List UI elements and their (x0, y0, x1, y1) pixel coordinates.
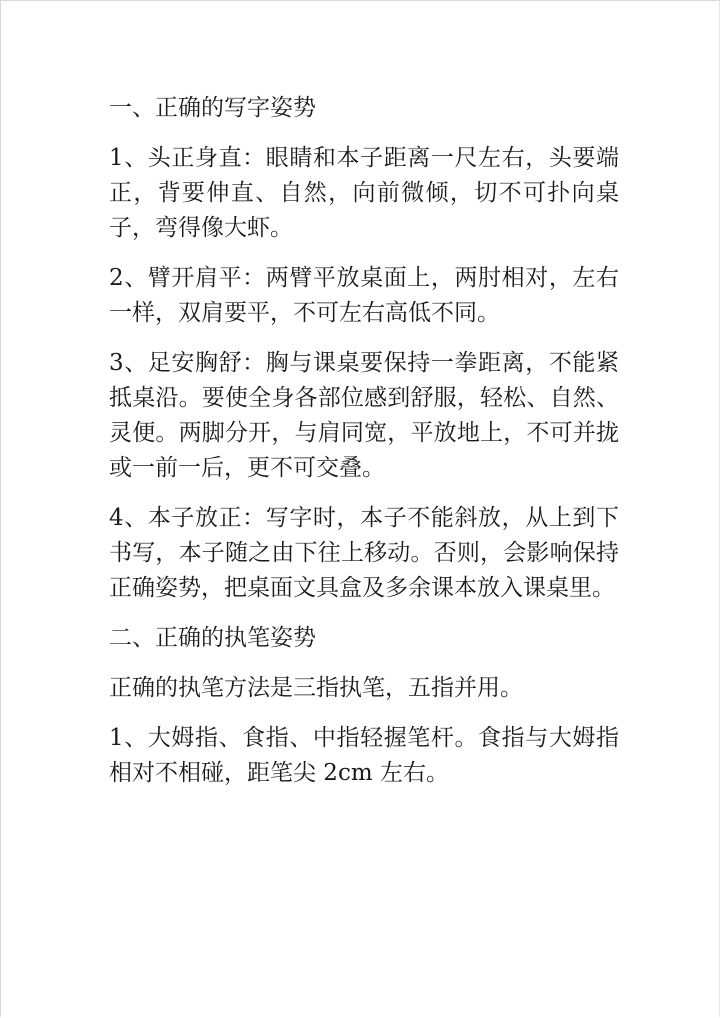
paragraph-head-body-straight: 1、头正身直：眼睛和本子距离一尺左右，头要端正，背要伸直、自然，向前微倾，切不可扑向桌子，弯得像大虾。 (109, 145, 619, 241)
document-body (109, 91, 619, 806)
paragraph-finger-grip: 1、大姆指、食指、中指轻握笔杆。食指与大姆指相对不相碰，距笔尖 2cm 左右。 (109, 725, 619, 786)
section-heading-writing-posture: 一、正确的写字姿势 (109, 95, 316, 121)
paragraph-pen-grip-method: 正确的执笔方法是三指执笔，五指并用。 (109, 675, 523, 701)
paragraph-notebook-straight: 4、本子放正：写字时，本子不能斜放，从上到下书写，本子随之由下往上移动。否则，会影响保持正确姿势，把桌面文具盒及多余课本放入课桌里。 (109, 505, 619, 601)
section-heading-pen-grip: 二、正确的执笔姿势 (109, 625, 316, 651)
paragraph-arms-shoulders: 2、臂开肩平：两臂平放桌面上，两肘相对，左右一样，双肩要平，不可左右高低不同。 (109, 265, 619, 326)
paragraph-feet-chest: 3、足安胸舒：胸与课桌要保持一拳距离，不能紧抵桌沿。要使全身各部位感到舒服，轻松、自然、灵便。两脚分开，与肩同宽，平放地上，不可并拢或一前一后，更不可交叠。 (109, 350, 619, 481)
